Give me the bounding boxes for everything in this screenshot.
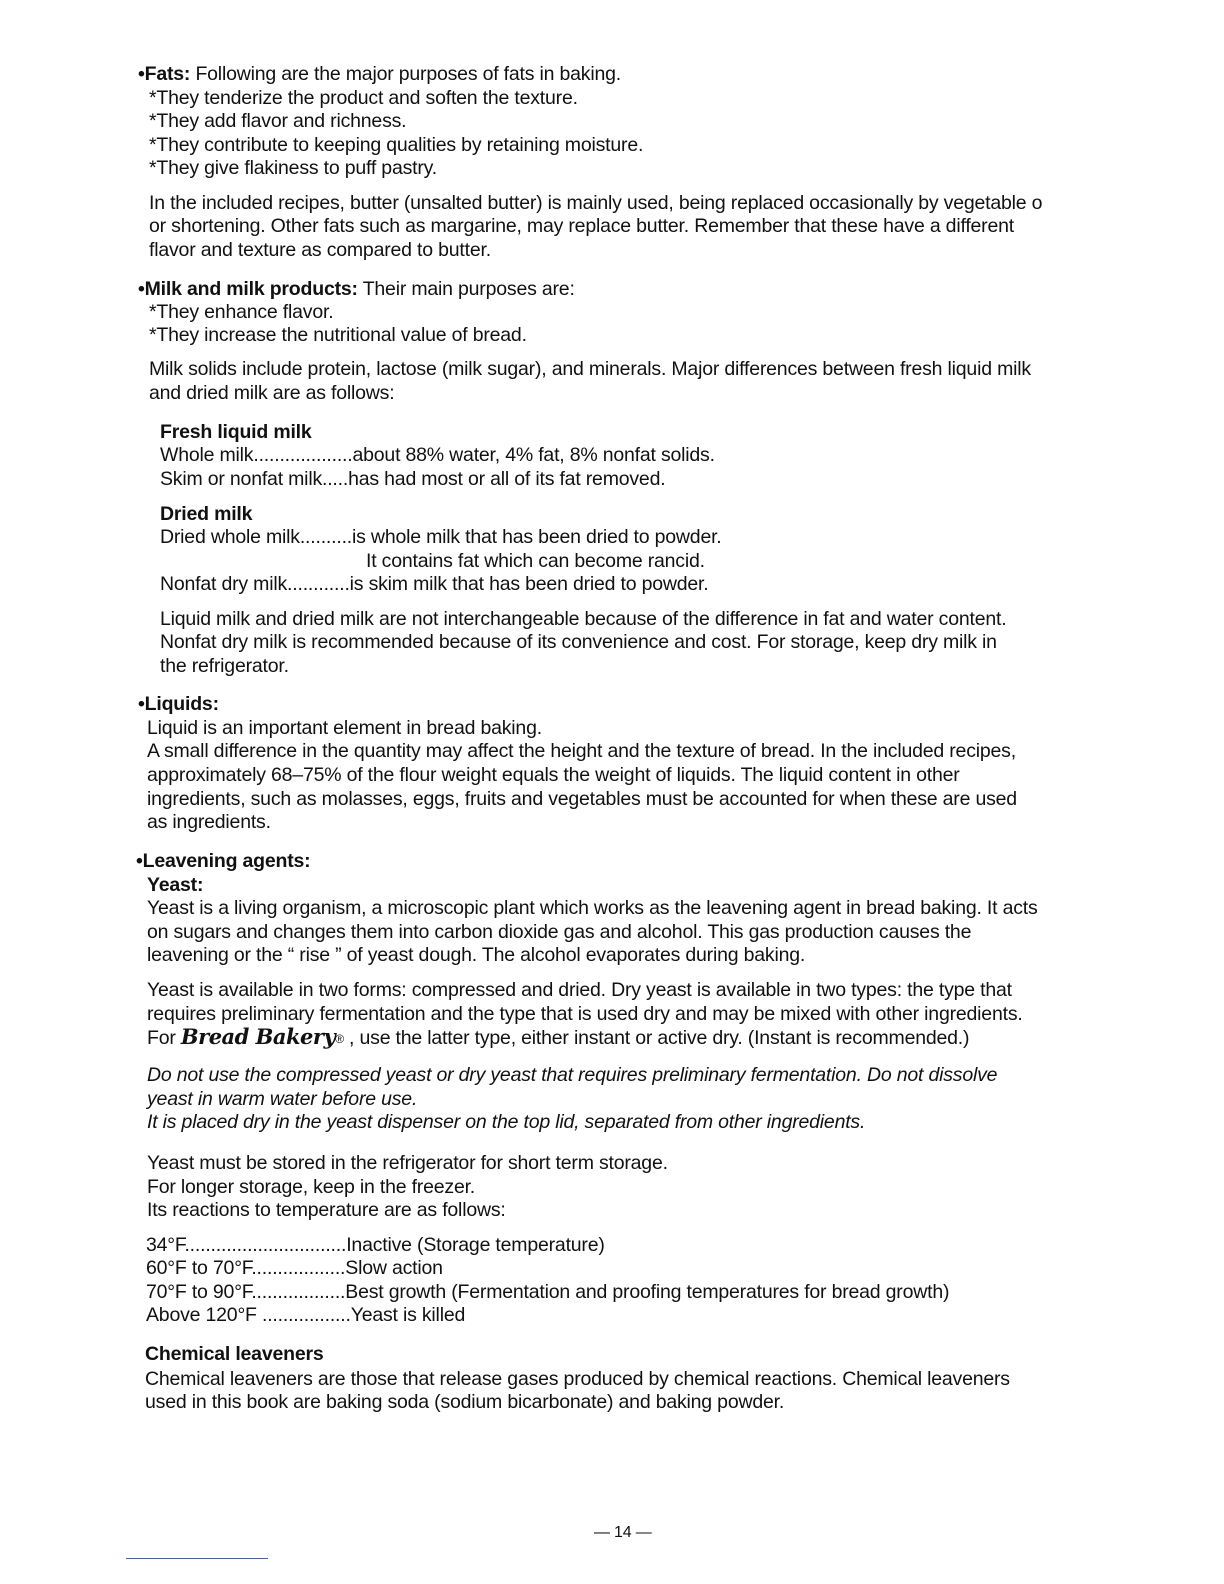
temperature-row (146, 1280, 949, 1304)
temperature-desc: Yeast is killed (350, 1304, 466, 1326)
definition-desc: is whole milk that has been dried to powder. (352, 526, 722, 548)
temperature-row (146, 1303, 465, 1327)
for-suffix: , use the latter type, either instant or active dry. (Instant is recommended.) (343, 1027, 970, 1049)
milk-paragraph-line: Milk solids include protein, lactose (milk sugar), and minerals. Major differences between fresh liquid milk (149, 358, 1031, 380)
temperature-row (146, 1256, 443, 1280)
milk-heading: Milk and milk products: (144, 278, 358, 300)
bullet-icon: • (138, 63, 145, 85)
definition-row (160, 443, 715, 467)
definition-term: Whole milk (160, 444, 254, 466)
yeast-brand-line (147, 1025, 969, 1051)
liquids-heading: Liquids: (144, 693, 219, 715)
temperature-term: 70°F to 90°F (146, 1281, 252, 1303)
chemical-paragraph-line: Chemical leaveners are those that release gases produced by chemical reactions. Chemical leaveners (145, 1368, 1010, 1390)
fats-point: *They add flavor and richness. (149, 110, 407, 132)
footer-rule (126, 1558, 268, 1559)
liquids-paragraph-line: approximately 68–75% of the flour weight equals the weight of liquids. The liquid content in other (147, 764, 960, 786)
dot-leader: .................. (251, 1257, 346, 1279)
temperature-desc: Inactive (Storage temperature) (346, 1234, 605, 1256)
leavening-heading-line (136, 849, 310, 873)
milk-heading-line (138, 277, 575, 301)
liquids-paragraph-line: A small difference in the quantity may affect the height and the texture of bread. In the included recipes, (147, 740, 1016, 762)
fats-paragraph-line: In the included recipes, butter (unsalted butter) is mainly used, being replaced occasionally by vegetable o (149, 192, 1043, 214)
definition-term: Skim or nonfat milk (160, 468, 322, 490)
bullet-icon: • (136, 850, 143, 872)
milk-paragraph-line: and dried milk are as follows: (149, 382, 395, 404)
liquids-heading-line (138, 692, 219, 716)
fats-point: *They contribute to keeping qualities by retaining moisture. (149, 134, 644, 156)
dot-leader: ............ (287, 573, 350, 595)
dot-leader: .................. (251, 1281, 346, 1303)
yeast-paragraph-line: Yeast is a living organism, a microscopic plant which works as the leavening agent in bread baking. It acts (147, 897, 1038, 919)
fats-heading: Fats: (144, 63, 191, 85)
leavening-heading: Leavening agents: (142, 850, 311, 872)
milk-paragraph-line: Nonfat dry milk is recommended because of its convenience and cost. For storage, keep dry milk in (160, 631, 997, 653)
bread-bakery-logo: Bread Bakery (180, 1024, 336, 1049)
dot-leader: ................... (253, 444, 353, 466)
milk-point: *They increase the nutritional value of bread. (149, 324, 527, 346)
definition-row (160, 525, 722, 549)
temperature-row (146, 1233, 605, 1257)
dot-leader: .......... (299, 526, 353, 548)
definition-term: Nonfat dry milk (160, 573, 288, 595)
yeast-forms-line: requires preliminary fermentation and the type that is used dry and may be mixed with other ingredients. (147, 1003, 1023, 1025)
chemical-leaveners-heading: Chemical leaveners (145, 1343, 324, 1365)
bullet-icon: • (138, 693, 145, 715)
dot-leader: ..... (322, 468, 349, 490)
definition-desc-continued: It contains fat which can become rancid. (366, 550, 705, 572)
for-prefix: For (147, 1027, 181, 1049)
milk-paragraph-line: Liquid milk and dried milk are not interchangeable because of the difference in fat and water content. (160, 608, 1007, 630)
fresh-milk-heading: Fresh liquid milk (160, 421, 312, 443)
fats-heading-line (138, 62, 621, 86)
milk-paragraph-line: the refrigerator. (160, 655, 289, 677)
yeast-warning-line: Do not use the compressed yeast or dry yeast that requires preliminary fermentation. Do not dissolve (147, 1064, 998, 1086)
fats-paragraph-line: flavor and texture as compared to butter. (149, 239, 491, 261)
temperature-term: 34°F (146, 1234, 185, 1256)
yeast-paragraph-line: on sugars and changes them into carbon dioxide gas and alcohol. This gas production causes the (147, 921, 972, 943)
yeast-storage-line: For longer storage, keep in the freezer. (147, 1176, 476, 1198)
temperature-term: 60°F to 70°F (146, 1257, 252, 1279)
temperature-term: Above 120°F (146, 1304, 262, 1326)
fats-point: *They give flakiness to puff pastry. (149, 157, 437, 179)
chemical-paragraph-line: used in this book are baking soda (sodium bicarbonate) and baking powder. (145, 1391, 785, 1413)
definition-desc: is skim milk that has been dried to powder. (349, 573, 709, 595)
yeast-storage-line: Yeast must be stored in the refrigerator for short term storage. (147, 1152, 668, 1174)
bullet-icon: • (138, 278, 145, 300)
liquids-paragraph-line: ingredients, such as molasses, eggs, fruits and vegetables must be accounted for when these are used (147, 788, 1017, 810)
yeast-paragraph-line: leavening or the “ rise ” of yeast dough. The alcohol evaporates during baking. (147, 944, 806, 966)
fats-point: *They tenderize the product and soften the texture. (149, 87, 578, 109)
definition-desc: has had most or all of its fat removed. (348, 468, 666, 490)
yeast-heading: Yeast: (147, 874, 204, 896)
yeast-storage-line: Its reactions to temperature are as follows: (147, 1199, 506, 1221)
temperature-desc: Best growth (Fermentation and proofing temperatures for bread growth) (345, 1281, 950, 1303)
fats-intro: Following are the major purposes of fats in baking. (190, 63, 621, 85)
fats-paragraph-line: or shortening. Other fats such as margarine, may replace butter. Remember that these have a different (149, 215, 1014, 237)
definition-desc: about 88% water, 4% fat, 8% nonfat solids. (352, 444, 715, 466)
dried-milk-heading: Dried milk (160, 503, 253, 525)
dot-leader: ................. (261, 1304, 351, 1326)
definition-row (160, 572, 709, 596)
milk-point: *They enhance flavor. (149, 301, 334, 323)
temperature-desc: Slow action (345, 1257, 443, 1279)
page-number: — 14 — (594, 1524, 652, 1541)
yeast-warning-line: It is placed dry in the yeast dispenser on the top lid, separated from other ingredients. (147, 1111, 866, 1133)
liquids-paragraph-line: as ingredients. (147, 811, 271, 833)
definition-term: Dried whole milk (160, 526, 300, 548)
yeast-forms-line: Yeast is available in two forms: compressed and dried. Dry yeast is available in two types: the type that (147, 979, 1012, 1001)
dot-leader: ............................... (184, 1234, 347, 1256)
liquids-paragraph-line: Liquid is an important element in bread baking. (147, 717, 542, 739)
registered-mark: ® (335, 1032, 344, 1046)
milk-intro: Their main purposes are: (357, 278, 575, 300)
definition-row (160, 467, 665, 491)
yeast-warning-line: yeast in warm water before use. (147, 1088, 418, 1110)
